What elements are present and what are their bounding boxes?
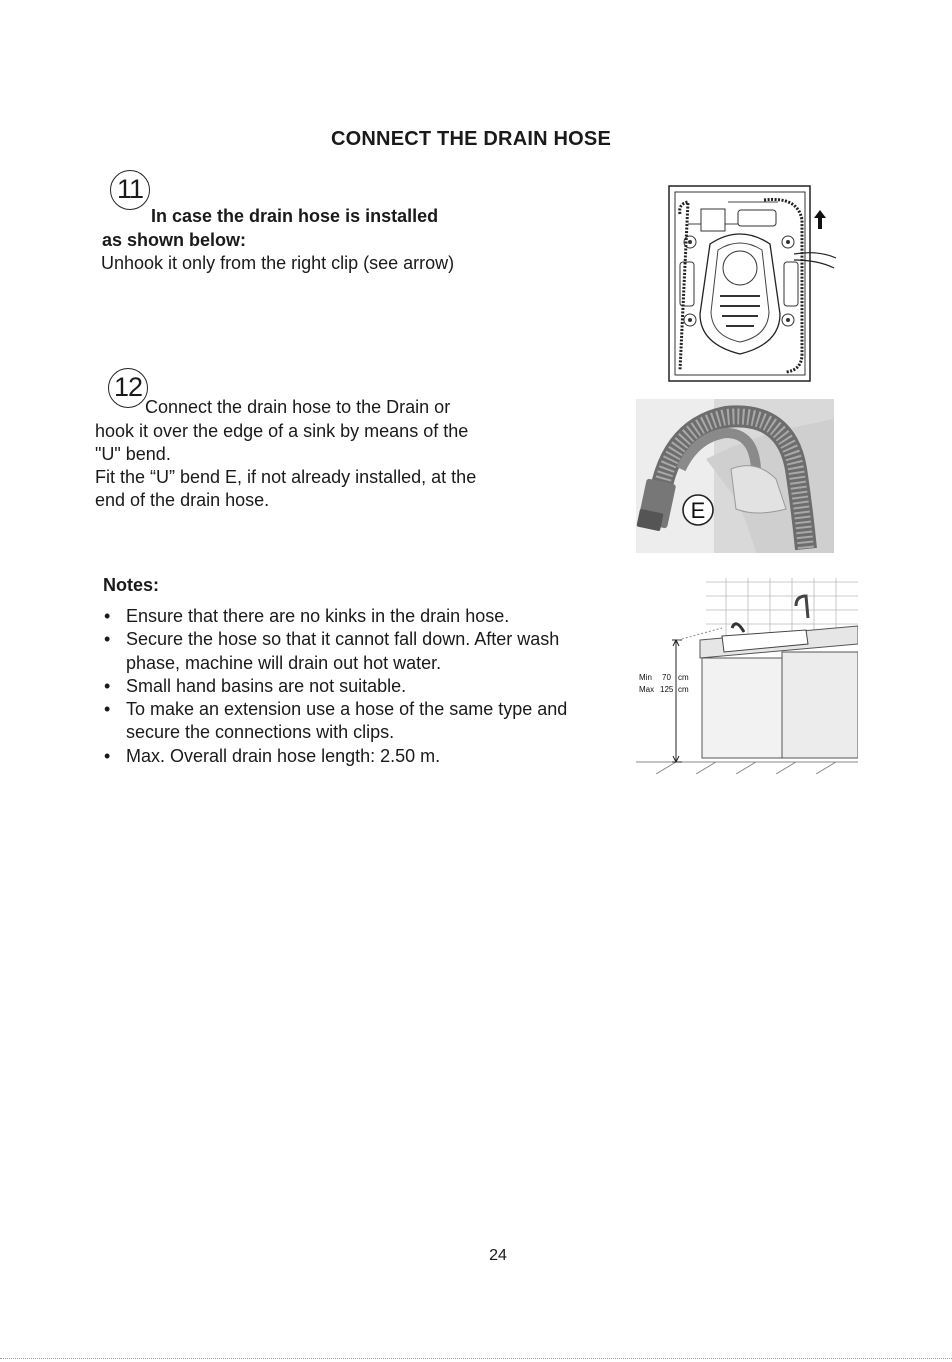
step-12-line: end of the drain hose. [95,490,270,510]
step-11-heading-line1: In case the drain hose is installed [151,206,439,226]
page-title: CONNECT THE DRAIN HOSE [331,128,611,150]
step-11-text: Unhook it only from the right clip (see arrow) [101,253,455,273]
note-item: • Small hand basins are not suitable. [104,675,567,698]
bottom-divider [0,1358,952,1359]
notes-list [104,605,567,768]
step-11-heading-line2: as shown below: [102,230,247,250]
note-item: • Secure the hose so that it cannot fall down. After wash [104,628,567,651]
notes-heading: Notes: [103,575,160,595]
min-label: Min [639,673,652,682]
sink-height-figure [636,578,858,774]
u-bend-label-e: E [690,498,706,523]
step-12-line: "U" bend. [95,444,171,464]
note-item: • Ensure that there are no kinks in the drain hose. [104,605,567,628]
machine-back-figure [668,184,843,384]
note-item-continuation: phase, machine will drain out hot water. [126,652,442,673]
step-12-number: 12 [108,368,148,408]
note-item: • To make an extension use a hose of the same type and [104,698,567,721]
min-unit: cm [678,673,689,682]
page-number: 24 [489,1247,507,1264]
u-bend-figure [636,399,834,553]
note-item: • Max. Overall drain hose length: 2.50 m. [104,745,567,768]
step-12-line: Connect the drain hose to the Drain or [145,397,451,417]
min-value: 70 [662,673,671,682]
max-label: Max [639,685,655,694]
max-value: 125 [660,685,674,694]
step-11-number: 11 [110,170,150,210]
max-unit: cm [678,685,689,694]
step-12-line: Fit the “U” bend E, if not already installed, at the [95,467,477,487]
note-item-continuation: secure the connections with clips. [126,722,395,743]
step-12-line: hook it over the edge of a sink by means of the [95,421,469,441]
